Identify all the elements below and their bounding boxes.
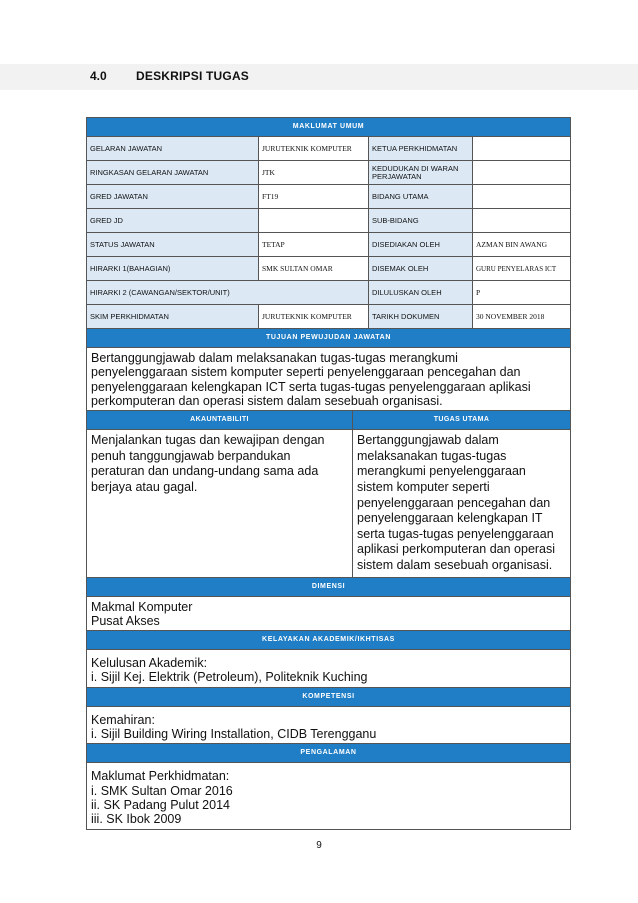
kelayakan-text — [87, 650, 570, 688]
row-value-2 — [473, 209, 570, 232]
text-line: melaksanakan tugas-tugas — [357, 448, 507, 463]
text-line: penyelenggaraan sistem komputer seperti penyelenggaraan pencegahan dan — [91, 365, 521, 380]
band-kelayakan: KELAYAKAN AKADEMIK/IKHTISAS — [87, 631, 570, 650]
text-line: perkomputeran dan operasi sistem dalam sesebuah organisasi. — [91, 393, 443, 408]
text-line: Bertanggungjawab dalam — [357, 433, 499, 448]
row-label: SKIM PERKHIDMATAN — [87, 305, 259, 328]
akauntabiliti-content — [87, 430, 570, 577]
text-line: i. Sijil Building Wiring Installation, CIDB Terengganu — [91, 727, 377, 742]
text-line: penyelenggaraan kelengkapan IT — [357, 511, 543, 526]
row-value — [259, 209, 369, 232]
band-dimensi: DIMENSI — [87, 578, 570, 597]
band-akauntabiliti: AKAUNTABILITI — [87, 411, 353, 429]
table-row — [87, 209, 570, 233]
section-number: 4.0 — [90, 69, 107, 83]
row-value-2: AZMAN BIN AWANG — [473, 233, 570, 256]
row-value-2: P — [473, 281, 570, 304]
kompetensi-text — [87, 707, 570, 745]
row-value-2 — [473, 137, 570, 160]
row-label-2: KEDUDUKAN DI WARAN PERJAWATAN — [369, 161, 473, 184]
row-label: RINGKASAN GELARAN JAWATAN — [87, 161, 259, 184]
table-row — [87, 257, 570, 281]
row-label-2: DISEDIAKAN OLEH — [369, 233, 473, 256]
text-line: i. SMK Sultan Omar 2016 — [91, 783, 233, 798]
row-value: FT19 — [259, 185, 369, 208]
tugas-utama-text — [353, 430, 570, 576]
band-kompetensi: KOMPETENSI — [87, 688, 570, 707]
section-header — [0, 64, 638, 90]
text-line: i. Sijil Kej. Elektrik (Petroleum), Politeknik Kuching — [91, 670, 368, 685]
row-label: HIRARKI 1(BAHAGIAN) — [87, 257, 259, 280]
text-line: berjaya atau gagal. — [91, 479, 198, 494]
row-label-2: DILULUSKAN OLEH — [369, 281, 473, 304]
text-line: Maklumat Perkhidmatan: — [91, 769, 230, 784]
text-line: Menjalankan tugas dan kewajipan dengan — [91, 433, 325, 448]
row-label-2: DISEMAK OLEH — [369, 257, 473, 280]
text-line: Kemahiran: — [91, 712, 155, 727]
row-label: GELARAN JAWATAN — [87, 137, 259, 160]
text-line: penyelenggaraan kelengkapan ICT serta tugas-tugas penyelenggaraan aplikasi — [91, 379, 531, 394]
row-value-2 — [473, 161, 570, 184]
table-row — [87, 233, 570, 257]
text-line: merangkumi penyelenggaraan — [357, 464, 526, 479]
text-line: ii. SK Padang Pulut 2014 — [91, 797, 230, 812]
text-line: sistem komputer seperti — [357, 479, 490, 494]
text-line: sistem dalam sesebuah organisasi. — [357, 557, 553, 572]
tujuan-text — [87, 348, 570, 411]
section-title: DESKRIPSI TUGAS — [136, 69, 250, 83]
row-value: JTK — [259, 161, 369, 184]
row-value: SMK SULTAN OMAR — [259, 257, 369, 280]
text-line: aplikasi perkomputeran dan operasi — [357, 542, 556, 557]
row-label-2: TARIKH DOKUMEN — [369, 305, 473, 328]
row-label-2: KETUA PERKHIDMATAN — [369, 137, 473, 160]
row-value-2 — [473, 185, 570, 208]
row-label: HIRARKI 2 (CAWANGAN/SEKTOR/UNIT) — [87, 281, 369, 304]
text-line: serta tugas-tugas penyelenggaraan — [357, 526, 554, 541]
band-akauntabiliti-row — [87, 411, 570, 430]
row-value-2: GURU PENYELARAS ICT — [473, 257, 570, 280]
band-pengalaman: PENGALAMAN — [87, 744, 570, 763]
akauntabiliti-text — [87, 430, 353, 576]
row-value: JURUTEKNIK KOMPUTER — [259, 137, 369, 160]
table-row — [87, 161, 570, 185]
text-line: Kelulusan Akademik: — [91, 656, 208, 671]
row-label-2: SUB-BIDANG — [369, 209, 473, 232]
row-value-2: 30 NOVEMBER 2018 — [473, 305, 570, 328]
band-tugas-utama: TUGAS UTAMA — [353, 411, 570, 429]
band-maklumat-umum: MAKLUMAT UMUM — [87, 118, 570, 137]
table-row — [87, 281, 570, 305]
text-line: iii. SK Ibok 2009 — [91, 812, 182, 827]
text-line: penuh tanggungjawab berpandukan — [91, 448, 291, 463]
row-value: TETAP — [259, 233, 369, 256]
page-number: 9 — [316, 840, 322, 851]
text-line: peraturan dan undang-undang sama ada — [91, 464, 319, 479]
row-value: JURUTEKNIK KOMPUTER — [259, 305, 369, 328]
row-label: GRED JAWATAN — [87, 185, 259, 208]
pengalaman-text — [87, 763, 570, 828]
band-tujuan: TUJUAN PEWUJUDAN JAWATAN — [87, 329, 570, 348]
table-row — [87, 137, 570, 161]
row-label: GRED JD — [87, 209, 259, 232]
text-line: penyelenggaraan pencegahan dan — [357, 495, 551, 510]
text-line: Pusat Akses — [91, 613, 160, 628]
text-line: Makmal Komputer — [91, 599, 193, 614]
text-line: Bertanggungjawab dalam melaksanakan tugas-tugas merangkumi — [91, 351, 458, 365]
table-row — [87, 305, 570, 329]
row-label: STATUS JAWATAN — [87, 233, 259, 256]
job-description-table — [86, 117, 571, 830]
table-row — [87, 185, 570, 209]
dimensi-text — [87, 597, 570, 632]
row-label-2: BIDANG UTAMA — [369, 185, 473, 208]
